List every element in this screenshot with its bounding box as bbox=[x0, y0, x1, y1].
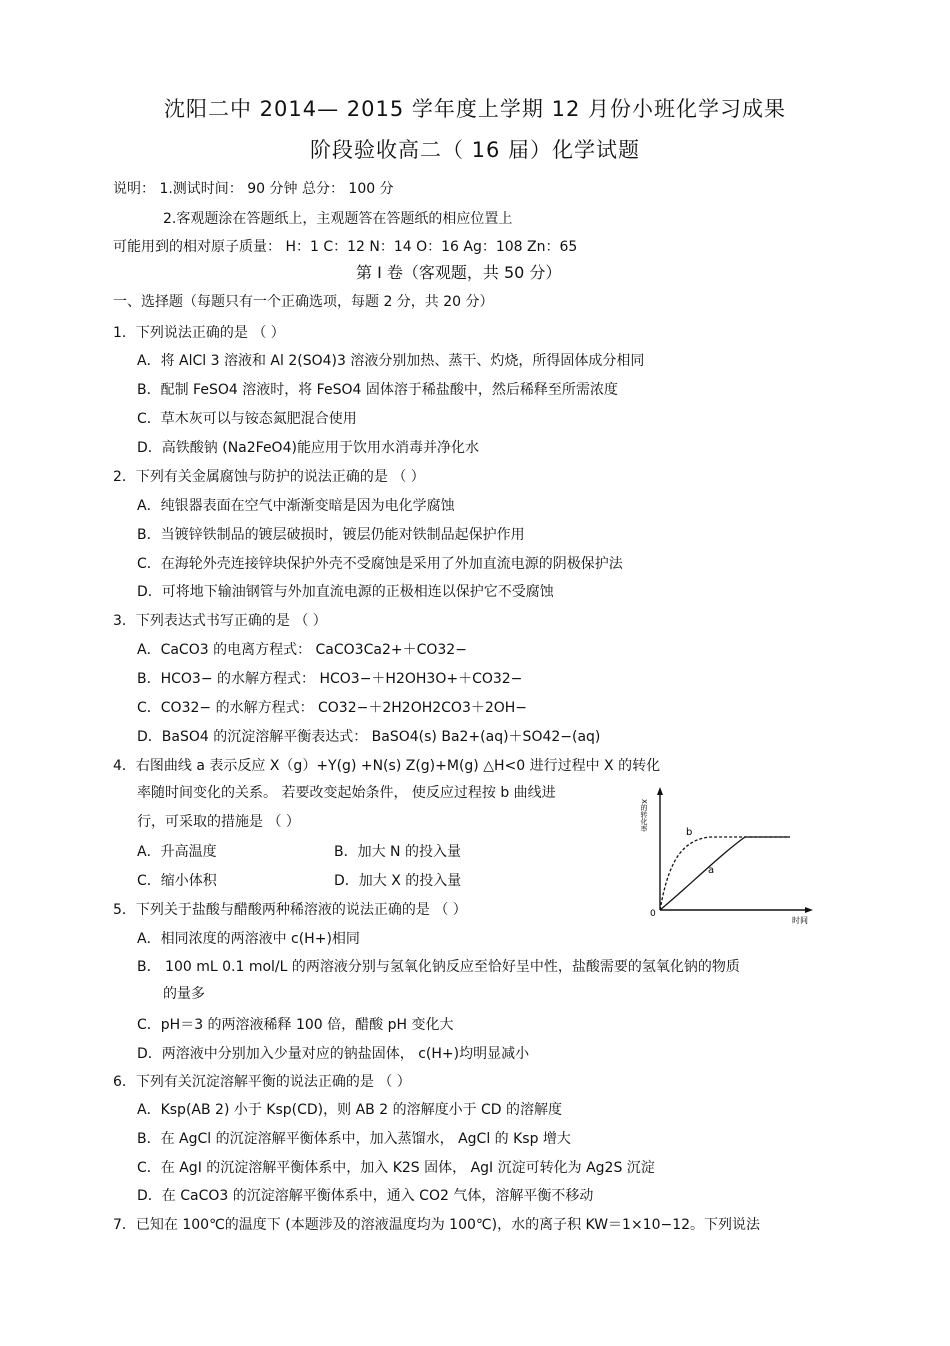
question-5-stem: 5．下列关于盐酸与醋酸两种稀溶液的说法正确的是 （ ） bbox=[113, 902, 467, 918]
question-1-option-b: B．配制 FeSO4 溶液时，将 FeSO4 固体溶于稀盐酸中，然后稀释至所需浓度 bbox=[137, 382, 618, 398]
atomic-masses: 可能用到的相对原子质量： H：1 C：12 N：14 O：16 Ag：108 Zn：65 bbox=[113, 239, 578, 255]
conversion-rate-chart bbox=[640, 785, 840, 925]
question-4-option-a: A．升高温度 bbox=[137, 844, 217, 860]
x-axis-arrow bbox=[805, 907, 813, 913]
question-1-stem: 1．下列说法正确的是 （ ） bbox=[113, 325, 285, 341]
x-axis-label: 时间 bbox=[792, 916, 808, 925]
curve-a bbox=[660, 837, 790, 910]
question-7-stem: 7．已知在 100℃的温度下 (本题涉及的溶液温度均为 100℃)，水的离子积 KW＝1×10−12。下列说法 bbox=[113, 1217, 761, 1233]
question-4-stem-line2: 率随时间变化的关系。 若要改变起始条件， 使反应过程按 b 曲线进 bbox=[137, 785, 556, 801]
curve-b bbox=[660, 837, 790, 910]
question-2-option-b: B．当镀锌铁制品的镀层破损时，镀层仍能对铁制品起保护作用 bbox=[137, 527, 525, 543]
question-5-option-d: D．两溶液中分别加入少量对应的钠盐固体， c(H+)均明显减小 bbox=[137, 1046, 530, 1062]
question-3-option-c: C．CO32− 的水解方程式： CO32−＋2H2OH2CO3＋2OH− bbox=[137, 700, 528, 716]
question-6-option-a: A．Ksp(AB 2) 小于 Ksp(CD)，则 AB 2 的溶解度小于 CD 的溶解度 bbox=[137, 1102, 563, 1118]
question-3-option-b: B．HCO3− 的水解方程式： HCO3−＋H2OH3O+＋CO32− bbox=[137, 671, 523, 687]
curve-b-label: b bbox=[686, 827, 693, 838]
question-4-option-c: C．缩小体积 bbox=[137, 873, 217, 889]
question-1-option-d: D．高铁酸钠 (Na2FeO4)能应用于饮用水消毒并净化水 bbox=[137, 440, 479, 456]
y-axis-label: X的转化率 bbox=[640, 799, 648, 832]
question-2-option-a: A．纯银器表面在空气中渐渐变暗是因为电化学腐蚀 bbox=[137, 498, 455, 514]
curve-a-label: a bbox=[708, 865, 715, 876]
question-5-option-b: B． 100 mL 0.1 mol/L 的两溶液分别与氢氧化钠反应至恰好呈中性，盐酸需要的氢氧化钠的物质 bbox=[137, 959, 740, 975]
question-6-option-b: B．在 AgCl 的沉淀溶解平衡体系中，加入蒸馏水， AgCl 的 Ksp 增大 bbox=[137, 1131, 571, 1147]
notes-line1: 说明： 1.测试时间： 90 分钟 总分： 100 分 bbox=[113, 181, 394, 197]
question-1-option-a: A．将 AlCl 3 溶液和 Al 2(SO4)3 溶液分别加热、蒸干、灼烧，所得固体成分相同 bbox=[137, 353, 645, 369]
origin-label: 0 bbox=[650, 909, 656, 919]
exam-title-line2: 阶段验收高二（ 16 届）化学试题 bbox=[309, 138, 641, 162]
question-5-option-b-cont: 的量多 bbox=[163, 986, 205, 1002]
question-2-stem: 2．下列有关金属腐蚀与防护的说法正确的是 （ ） bbox=[113, 469, 425, 485]
notes-line2: 2.客观题涂在答题纸上，主观题答在答题纸的相应位置上 bbox=[163, 211, 513, 227]
question-5-option-a: A．相同浓度的两溶液中 c(H+)相同 bbox=[137, 931, 360, 947]
y-axis-arrow bbox=[657, 787, 663, 795]
question-5-option-c: C．pH＝3 的两溶液稀释 100 倍，醋酸 pH 变化大 bbox=[137, 1017, 454, 1033]
question-6-option-d: D．在 CaCO3 的沉淀溶解平衡体系中，通入 CO2 气体，溶解平衡不移动 bbox=[137, 1188, 594, 1204]
question-3-option-d: D．BaSO4 的沉淀溶解平衡表达式： BaSO4(s) Ba2+(aq)＋SO42−(aq) bbox=[137, 729, 601, 745]
question-1-option-c: C．草木灰可以与铵态氮肥混合使用 bbox=[137, 411, 357, 427]
question-4-stem-line1: 4．右图曲线 a 表示反应 X（g）+Y(g) +N(s) Z(g)+M(g) △H<0 进行过程中 X 的转化 bbox=[113, 758, 661, 774]
part-heading: 一、选择题（每题只有一个正确选项，每题 2 分，共 20 分） bbox=[113, 294, 494, 310]
question-4-option-d: D．加大 X 的投入量 bbox=[334, 873, 462, 889]
question-4-stem-line3: 行，可采取的措施是 （ ） bbox=[137, 814, 300, 830]
question-3-option-a: A．CaCO3 的电离方程式： CaCO3Ca2+＋CO32− bbox=[137, 642, 467, 658]
question-2-option-c: C．在海轮外壳连接锌块保护外壳不受腐蚀是采用了外加直流电源的阴极保护法 bbox=[137, 556, 623, 572]
question-6-stem: 6．下列有关沉淀溶解平衡的说法正确的是 （ ） bbox=[113, 1074, 411, 1090]
question-4-option-b: B．加大 N 的投入量 bbox=[334, 844, 461, 860]
question-6-option-c: C．在 AgI 的沉淀溶解平衡体系中，加入 K2S 固体， AgI 沉淀可转化为 Ag2S 沉淀 bbox=[137, 1160, 655, 1176]
question-2-option-d: D．可将地下输油钢管与外加直流电源的正极相连以保护它不受腐蚀 bbox=[137, 584, 554, 600]
question-3-stem: 3．下列表达式书写正确的是 （ ） bbox=[113, 613, 327, 629]
exam-title-line1: 沈阳二中 2014— 2015 学年度上学期 12 月份小班化学习成果 bbox=[164, 97, 786, 121]
section-title: 第 Ⅰ 卷（客观题，共 50 分） bbox=[356, 263, 562, 282]
